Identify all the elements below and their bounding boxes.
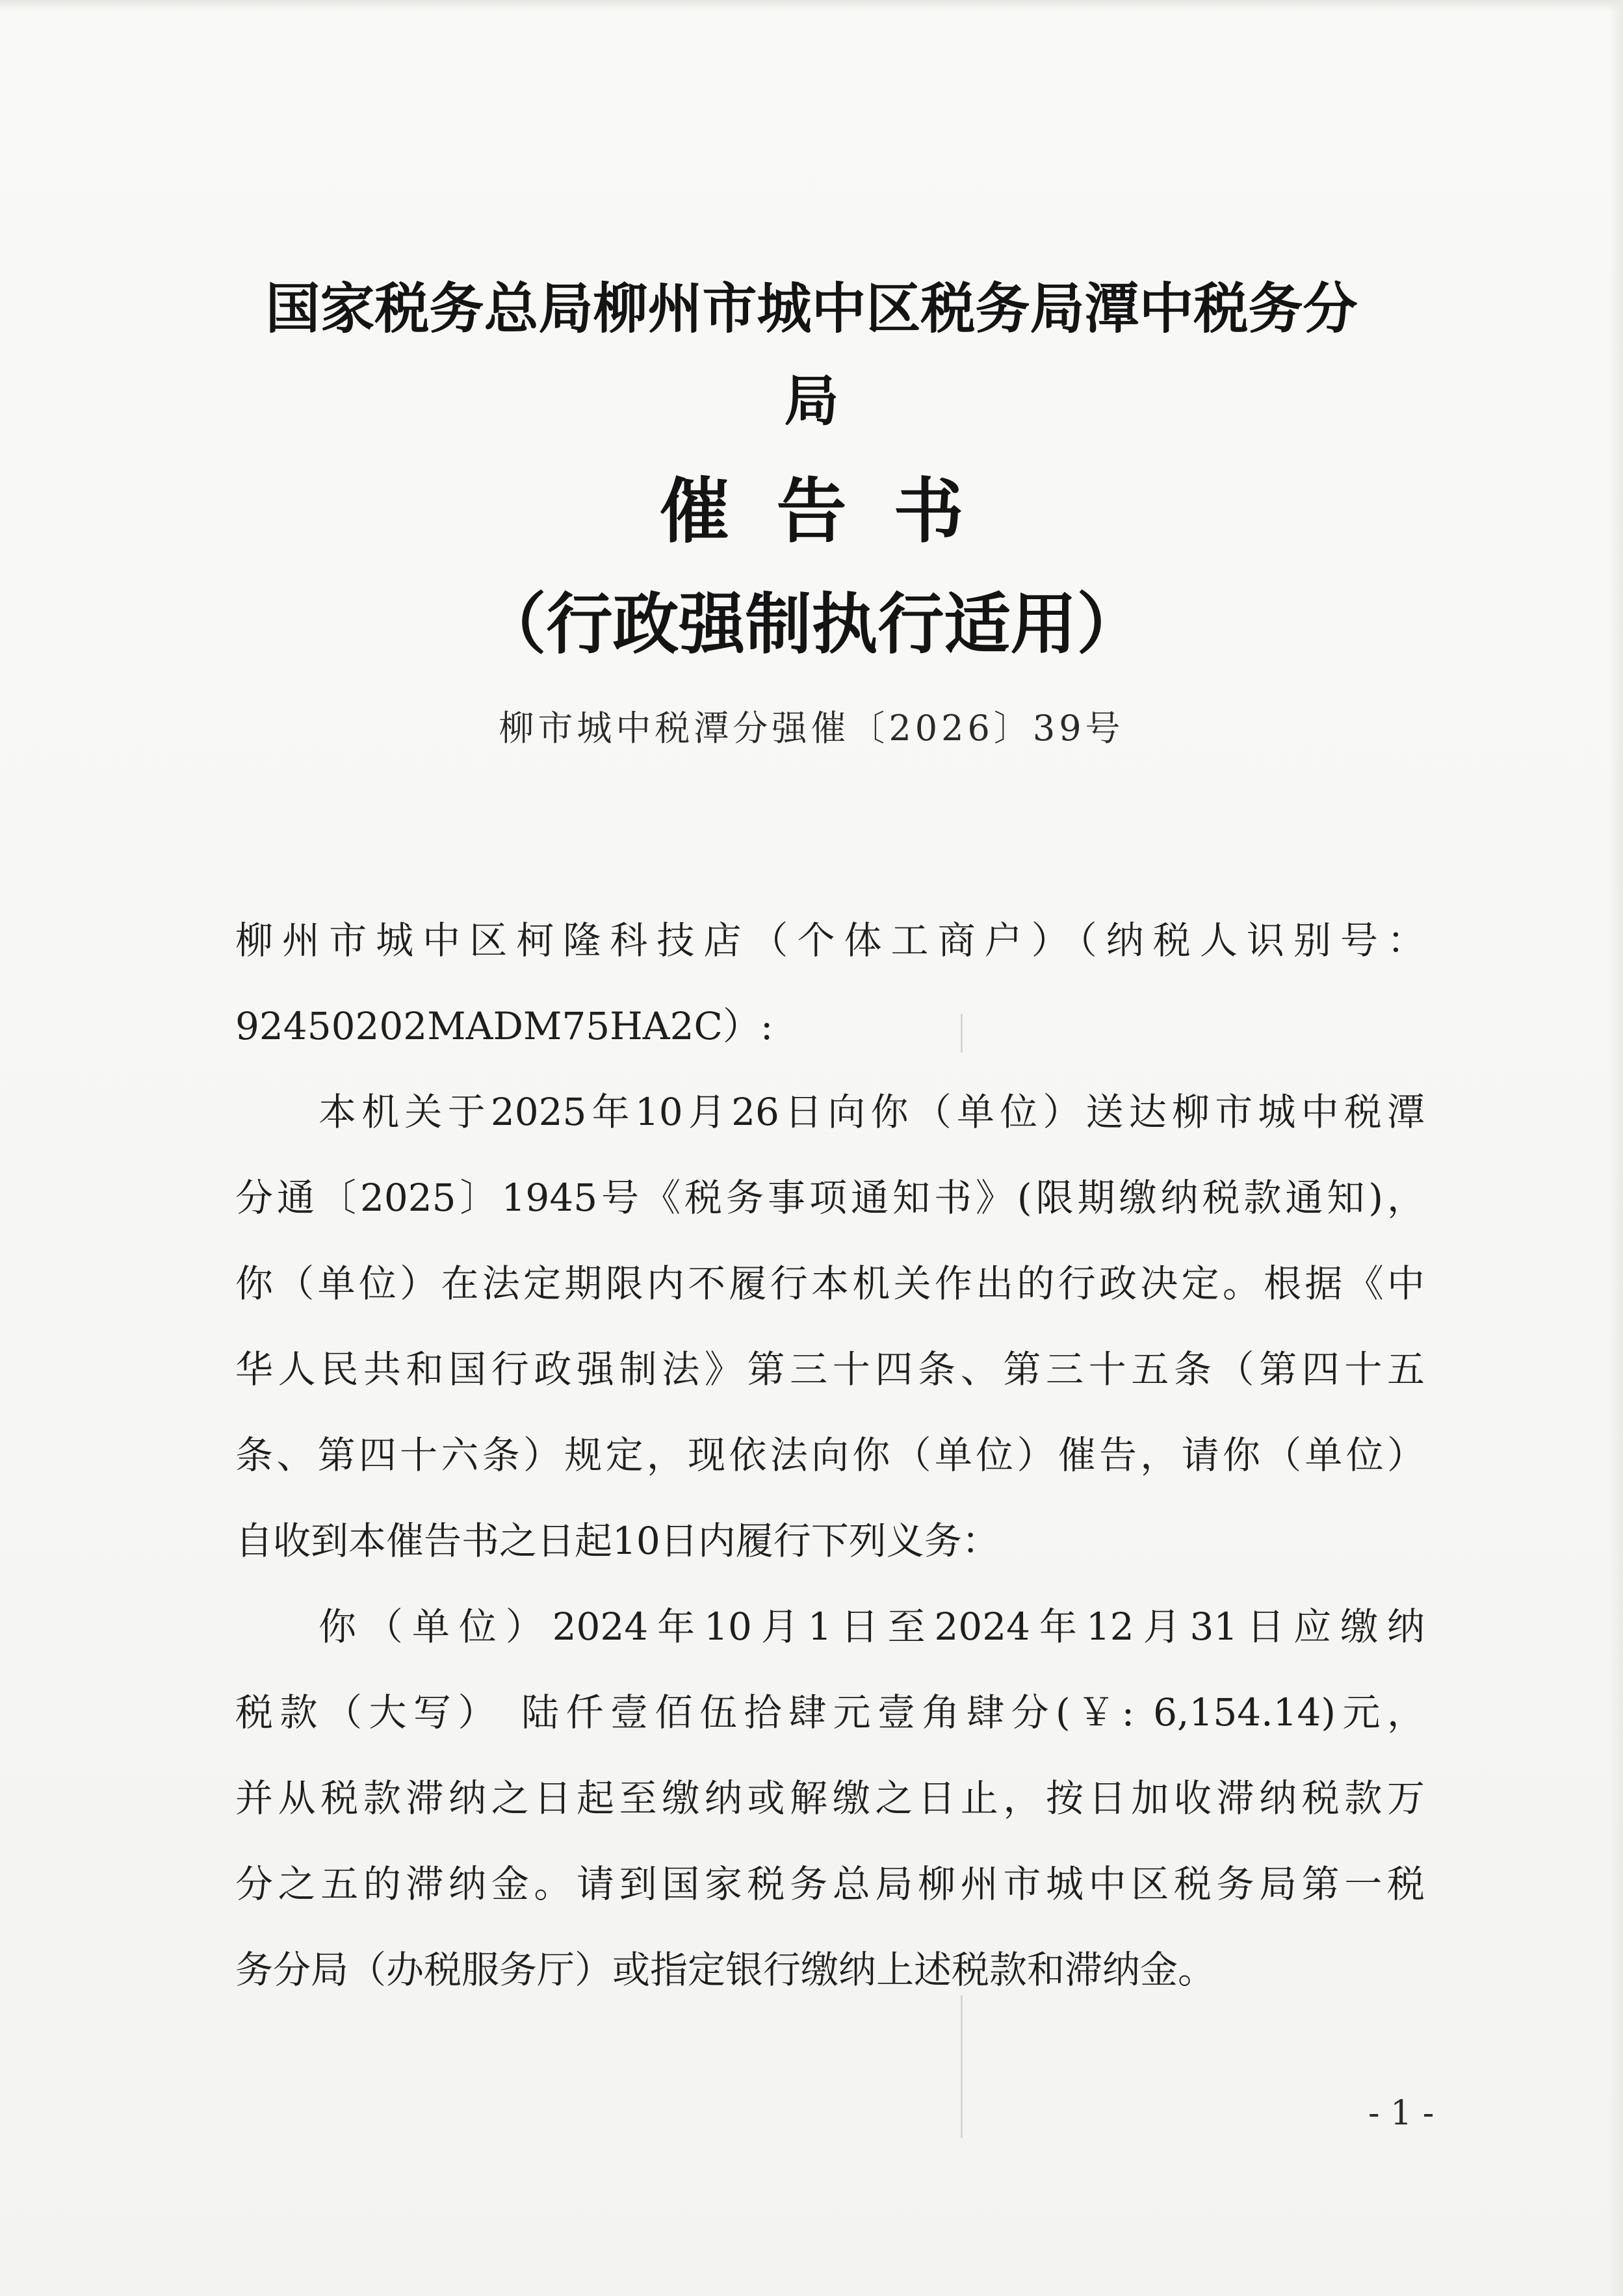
- issuing-authority-title-cont: 局: [784, 369, 839, 433]
- fold-mark-lower: [961, 1995, 963, 2138]
- body-line: 本机关于2025年10月26日向你（单位）送达柳市城中税潭: [318, 1090, 1425, 1134]
- body-line: 分之五的滞纳金。请到国家税务总局柳州市城中区税务局第一税: [235, 1862, 1425, 1906]
- notice-body: [235, 910, 1425, 2015]
- document-type-heading: 催告书: [659, 471, 1011, 552]
- tax-amount-line: 税款（大写） 陆仟壹佰伍拾肆元壹角肆分(￥: 6,154.14)元，: [235, 1690, 1425, 1735]
- body-line: 条、第四十六条）规定，现依法向你（单位）催告，请你（单位）: [235, 1433, 1425, 1477]
- scan-edge-top: [0, 0, 1623, 12]
- issuing-authority-title: 国家税务总局柳州市城中区税务局潭中税务分: [265, 277, 1358, 341]
- body-line: 务分局（办税服务厅）或指定银行缴纳上述税款和滞纳金。: [235, 1948, 1216, 1992]
- document-number: 柳市城中税潭分强催〔2026〕39号: [499, 708, 1124, 749]
- obligation-line: 你（单位）2024年10月1日至2024年12月31日应缴纳: [318, 1605, 1425, 1649]
- addressee-line: 柳州市城中区柯隆科技店（个体工商户）（纳税人识别号：: [235, 918, 1425, 962]
- taxpayer-id-line: 92450202MADM75HA2C）:: [235, 1004, 773, 1048]
- page-number: - 1 -: [1368, 2094, 1435, 2133]
- body-line: 分通〔2025〕1945号《税务事项通知书》(限期缴纳税款通知)，: [235, 1176, 1425, 1220]
- body-line: 自收到本催告书之日起10日内履行下列义务：: [235, 1519, 1000, 1563]
- document-subtitle: （行政强制执行适用）: [480, 586, 1143, 664]
- body-line: 你（单位）在法定期限内不履行本机关作出的行政决定。根据《中: [235, 1261, 1425, 1306]
- body-line: 并从税款滞纳之日起至缴纳或解缴之日止，按日加收滞纳税款万: [235, 1776, 1425, 1820]
- body-line: 华人民共和国行政强制法》第三十四条、第三十五条（第四十五: [235, 1347, 1425, 1391]
- scan-edge-right: [1609, 0, 1623, 2296]
